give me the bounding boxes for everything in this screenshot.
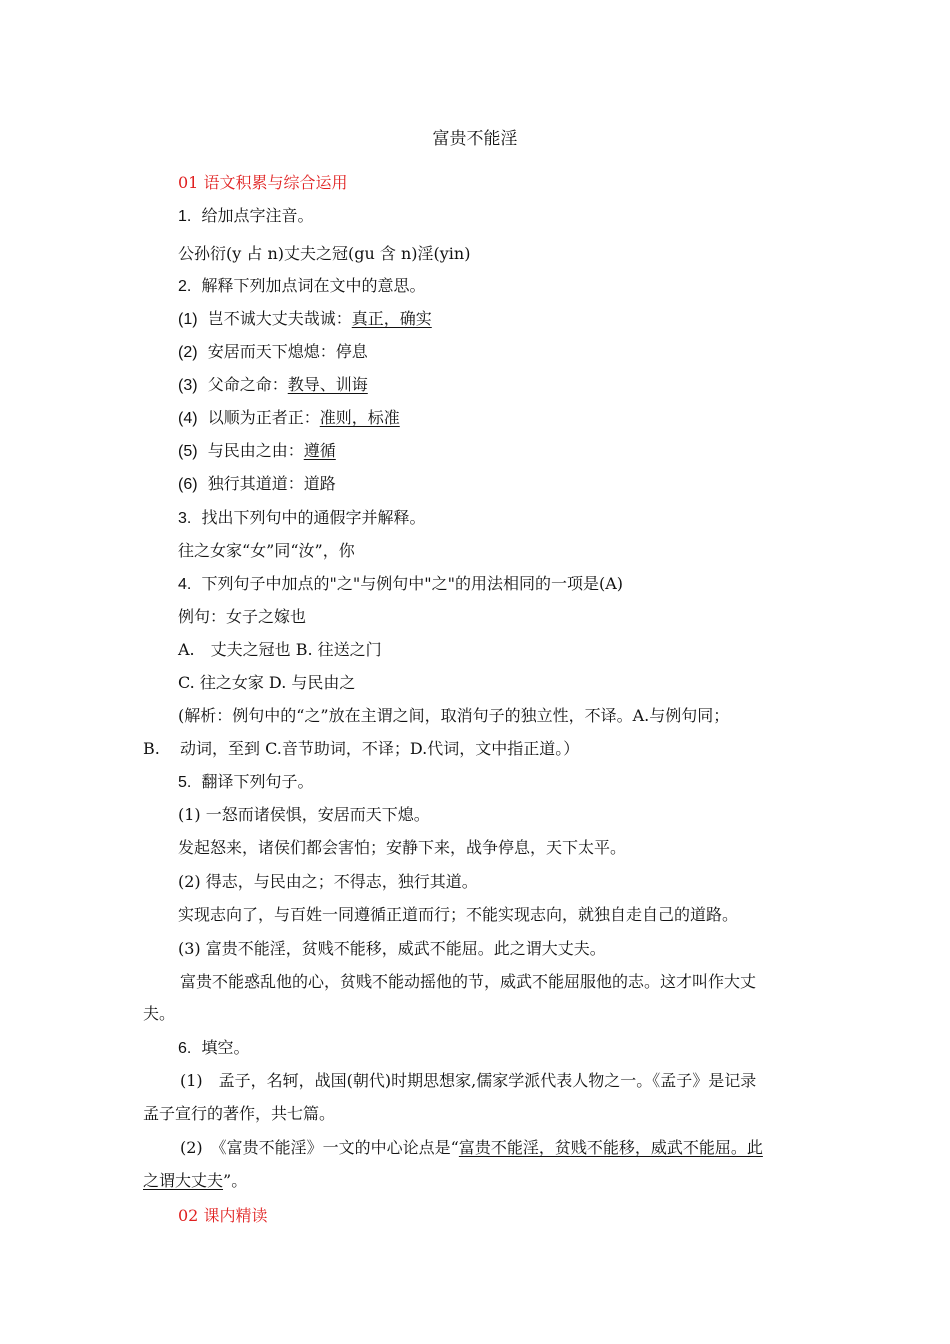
item-question: 独行其道道： [207, 474, 304, 493]
item-answer: 道路 [303, 474, 336, 493]
item-answer: 真正，确实 [351, 309, 432, 328]
translation-2: 实现志向了，与百姓一同遵循正道而行；不能实现志向，就独自走自己的道路。 [178, 905, 739, 924]
question-number: 3. [178, 510, 192, 527]
item-answer: 遵循 [303, 441, 336, 460]
translation-3-line-1: 富贵不能惑乱他的心，贫贱不能动摇他的节，威武不能屈服他的志。这才叫作大丈 [180, 972, 757, 991]
options-c-d: C. 往之女家 D. 与民由之 [178, 673, 356, 692]
question-5 [178, 771, 314, 794]
item-question: 以顺为正者正： [207, 408, 320, 427]
translation-3-line-2: 夫。 [143, 1004, 176, 1023]
question-2 [178, 275, 426, 298]
page-title: 富贵不能淫 [432, 129, 518, 149]
item-question: 岂不诚大丈夫哉诚： [207, 309, 352, 328]
fill-2-suffix: ”。 [223, 1171, 248, 1190]
question-3 [178, 507, 426, 530]
sentence-1: (1) 一怒而诸侯惧，安居而天下熄。 [178, 805, 430, 824]
question-text: 翻译下列句子。 [201, 772, 314, 791]
analysis-b-label: B. [143, 739, 160, 758]
question-number: 1. [178, 208, 192, 225]
list-item [178, 407, 400, 430]
answer-1: 公孙衍(y 占 n)丈夫之冠(gu 含 n)淫(yin) [178, 244, 471, 263]
list-item [178, 473, 336, 496]
item-number: (3) [178, 377, 198, 394]
translation-1: 发起怒来，诸侯们都会害怕；安静下来，战争停息，天下太平。 [178, 838, 627, 857]
question-number: 2. [178, 278, 192, 295]
item-answer: 停息 [335, 342, 368, 361]
question-4 [178, 573, 623, 596]
list-item [178, 440, 336, 463]
item-answer: 教导、训诲 [287, 375, 368, 394]
sentence-3: (3) 富贵不能淫，贫贱不能移，威武不能屈。此之谓大丈夫。 [178, 939, 606, 958]
analysis-line-1: (解析：例句中的“之”放在主谓之间，取消句子的独立性，不译。A.与例句同； [178, 706, 730, 725]
section-heading-1: 01 语文积累与综合运用 [178, 173, 348, 192]
list-item [178, 341, 368, 364]
question-text: 给加点字注音。 [201, 206, 314, 225]
fill-2-line-2 [143, 1170, 247, 1192]
item-number: (5) [178, 443, 198, 460]
question-number: 5. [178, 774, 192, 791]
sentence-2: (2) 得志，与民由之；不得志，独行其道。 [178, 872, 478, 891]
item-number: (4) [178, 410, 198, 427]
item-question: 与民由之由： [207, 441, 304, 460]
question-6 [178, 1037, 250, 1060]
analysis-line-2: 动词，至到 C.音节助词，不译；D.代词，文中指正道。） [180, 739, 580, 758]
fill-1-line-1: (1) 孟子，名轲，战国(朝代)时期思想家,儒家学派代表人物之一。《孟子》是记录 [180, 1071, 757, 1090]
question-text: 找出下列句中的通假字并解释。 [201, 508, 426, 527]
question-number: 6. [178, 1040, 192, 1057]
fill-1-line-2: 孟子宣行的著作，共七篇。 [143, 1104, 336, 1123]
item-number: (1) [178, 311, 198, 328]
question-text: 填空。 [201, 1038, 250, 1057]
fill-2-answer-cont: 之谓大丈夫 [143, 1171, 224, 1190]
fill-2-answer: 富贵不能淫，贫贱不能移，威武不能屈。此 [458, 1138, 763, 1157]
question-1 [178, 205, 314, 228]
item-number: (2) [178, 344, 198, 361]
item-number: (6) [178, 476, 198, 493]
item-question: 父命之命： [207, 375, 288, 394]
options-a-b: A. 丈夫之冠也 B. 往送之门 [178, 640, 382, 659]
question-number: 4. [178, 576, 192, 593]
list-item [178, 308, 432, 331]
example-sentence: 例句：女子之嫁也 [178, 607, 307, 626]
fill-2-line-1 [180, 1137, 763, 1159]
question-text: 解释下列加点词在文中的意思。 [201, 276, 426, 295]
section-heading-2: 02 课内精读 [178, 1206, 268, 1225]
fill-2-prefix: (2) 《富贵不能淫》一文的中心论点是“ [180, 1138, 459, 1157]
answer-3: 往之女家“女”同“汝”，你 [178, 541, 355, 560]
question-text: 下列句子中加点的"之"与例句中"之"的用法相同的一项是(A) [201, 574, 623, 593]
list-item [178, 374, 368, 397]
item-answer: 准则，标准 [319, 408, 400, 427]
item-question: 安居而天下熄熄： [207, 342, 336, 361]
